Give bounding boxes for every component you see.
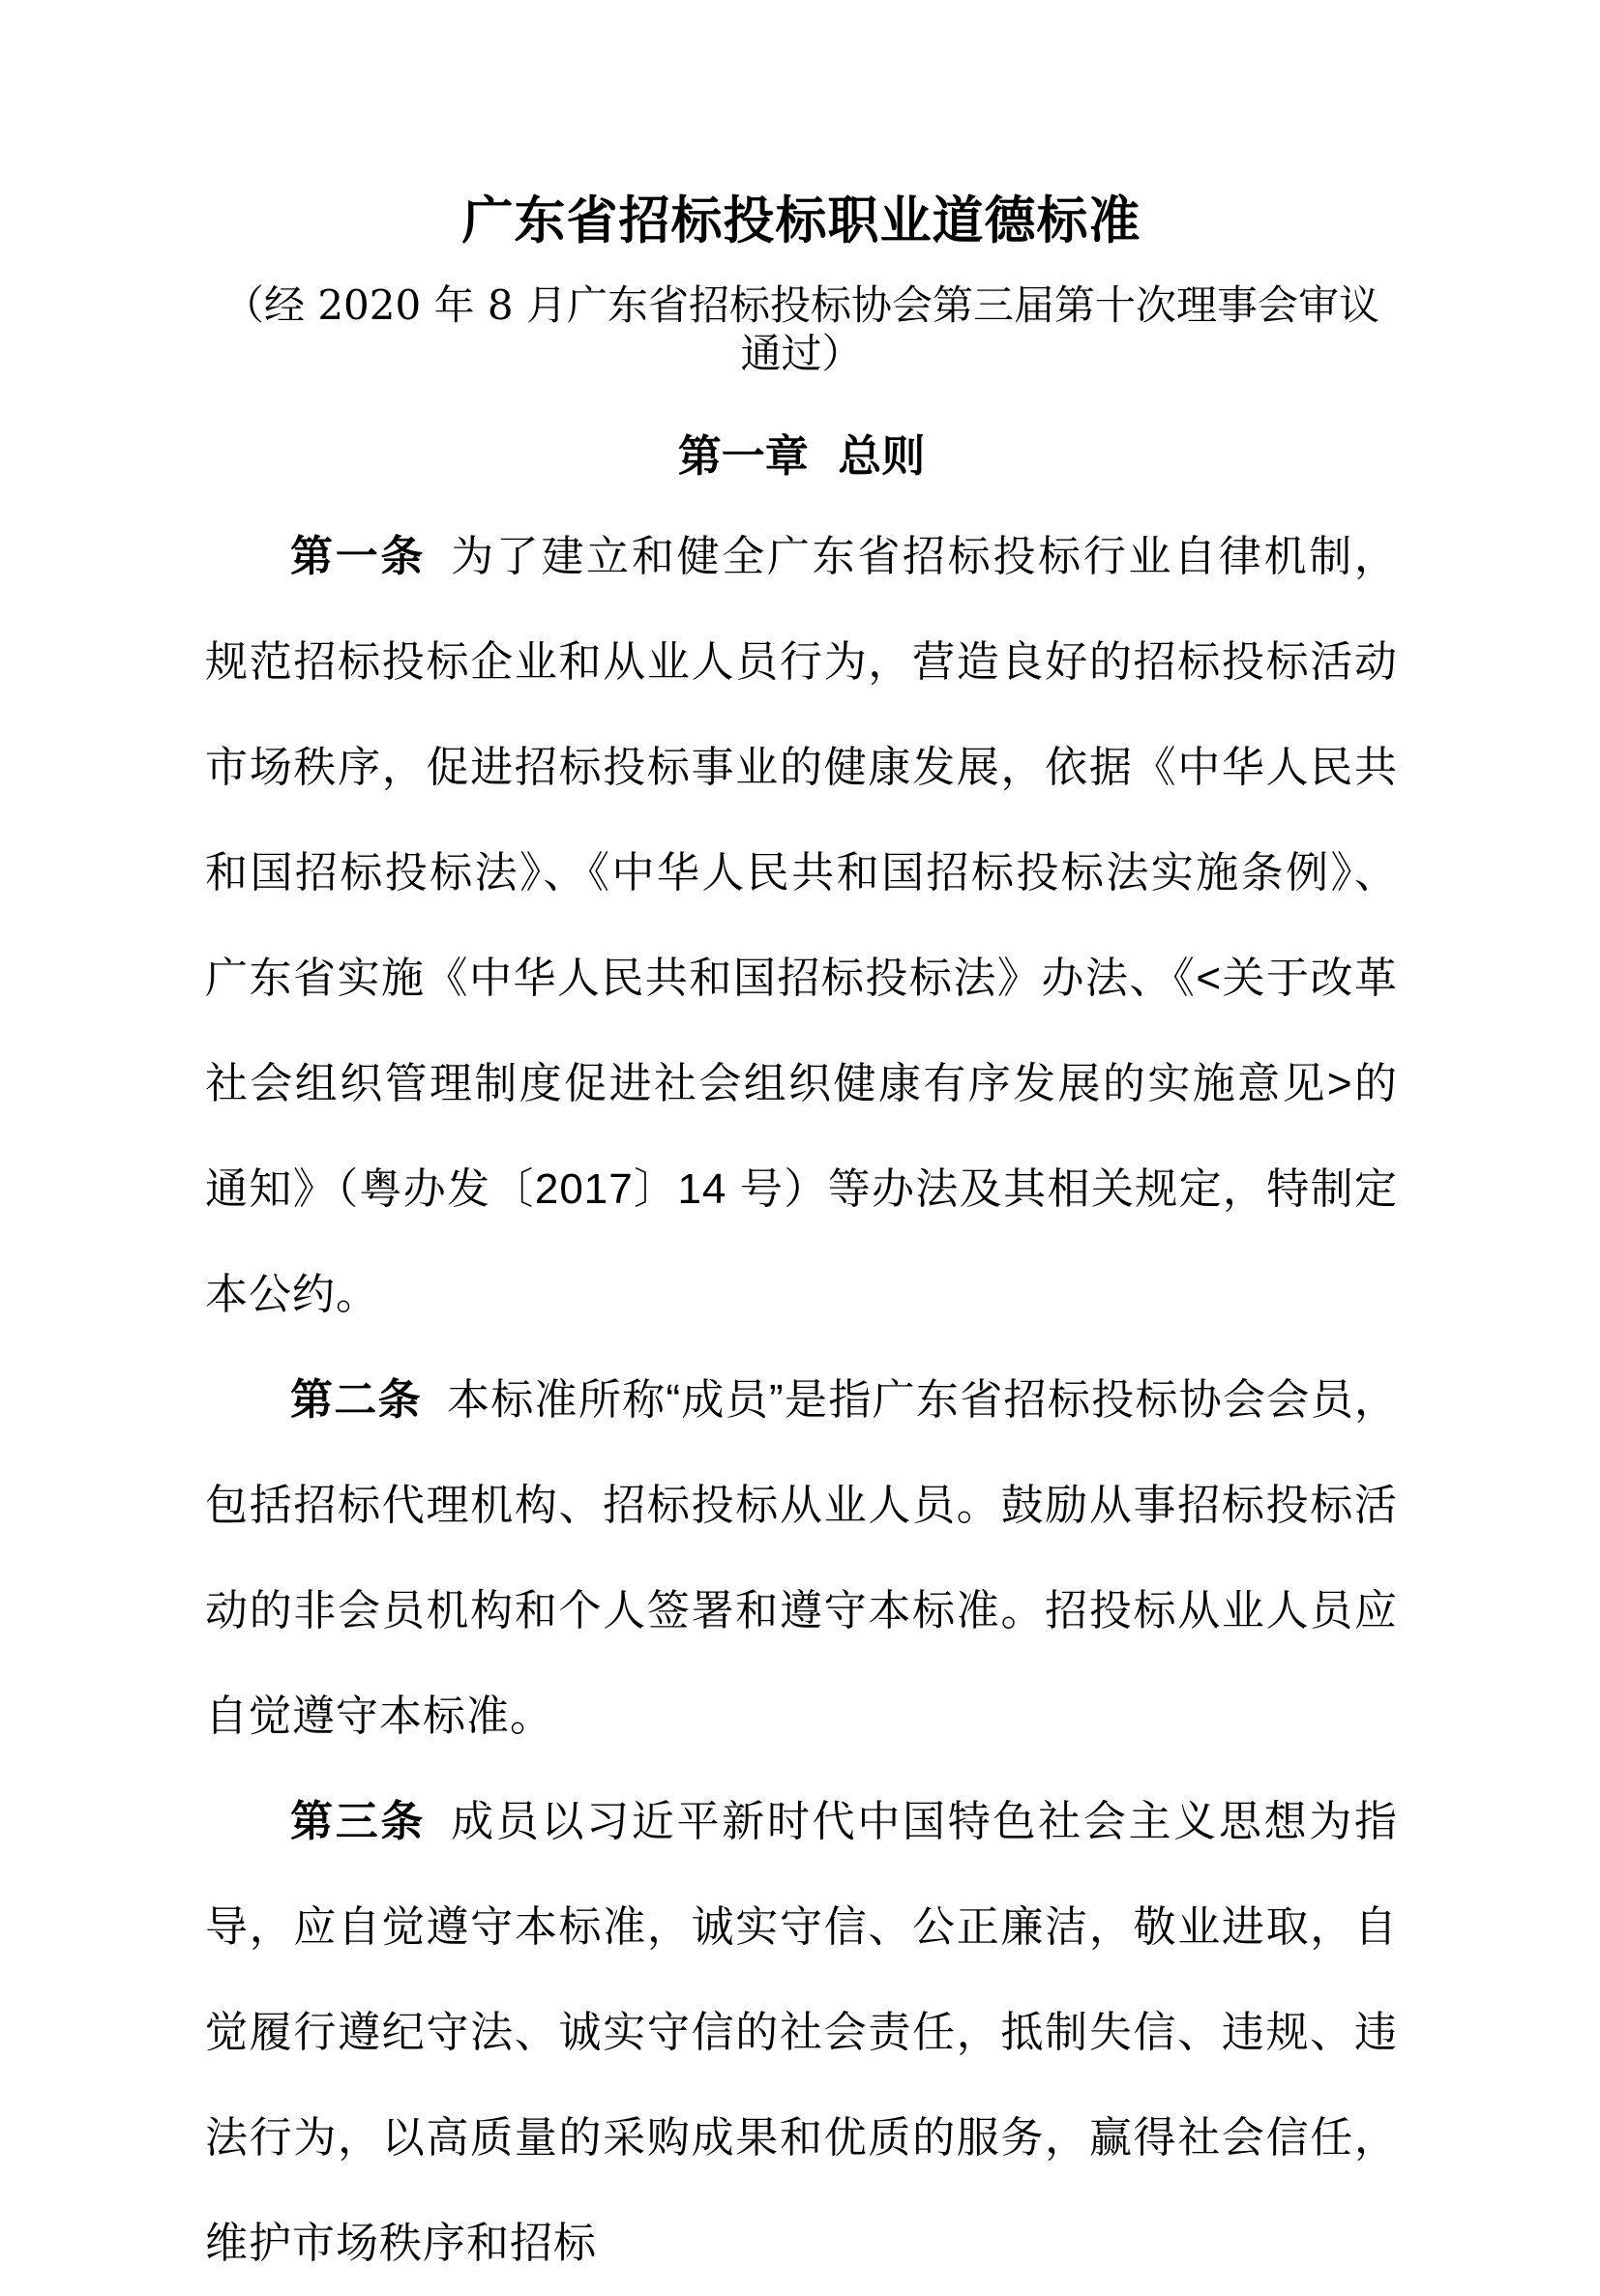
article-2-term: 第二条 [290, 1376, 422, 1424]
doc-subtitle: （经 2020 年 8 月广东省招标投标协会第三届第十次理事会审议通过） [222, 281, 1379, 377]
document-body [205, 504, 1398, 2296]
article-3-text: 成员以习近平新时代中国特色社会主义思想为指导，应自觉遵守本标准，诚实守信、公正廉洁，敬业进取，自觉履行遵纪守法、诚实守信的社会责任，抵制失信、违规、违法行为，以高质量的采购成果和优质的服务，赢得社会信任，维护市场秩序和招标 [205, 1798, 1399, 2267]
article-1-term: 第一条 [290, 533, 427, 580]
paragraph-article-2 [205, 1347, 1398, 1769]
article-2-text: 本标准所称“成员”是指广东省招标投标协会会员，包括招标代理机构、招标投标从业人员。鼓励从事招标投标活动的非会员机构和个人签署和遵守本标准。招投标从业人员应自觉遵守本标准。 [205, 1376, 1399, 1740]
paragraph-article-3 [205, 1769, 1398, 2296]
chapter-heading: 第一章 总则 [677, 431, 926, 481]
paragraph-article-1 [205, 504, 1398, 1347]
article-3-term: 第三条 [290, 1798, 427, 1845]
article-1-text: 为了建立和健全广东省招标投标行业自律机制，规范招标投标企业和从业人员行为，营造良好的招标投标活动市场秩序，促进招标投标事业的健康发展，依据《中华人民共和国招标投标法》、《中华人民共和国招标投标法实施条例》、广东省实施《中华人民共和国招标投标法》办法、《<关于改革社会组织管理制度促进社会组织健康有序发展的实施意见>的通知》（粤办发〔2017〕14 号）等办法及其相关规定，特制定本公约。 [205, 533, 1399, 1318]
doc-title: 广东省招标投标职业道德标准 [461, 192, 1141, 250]
